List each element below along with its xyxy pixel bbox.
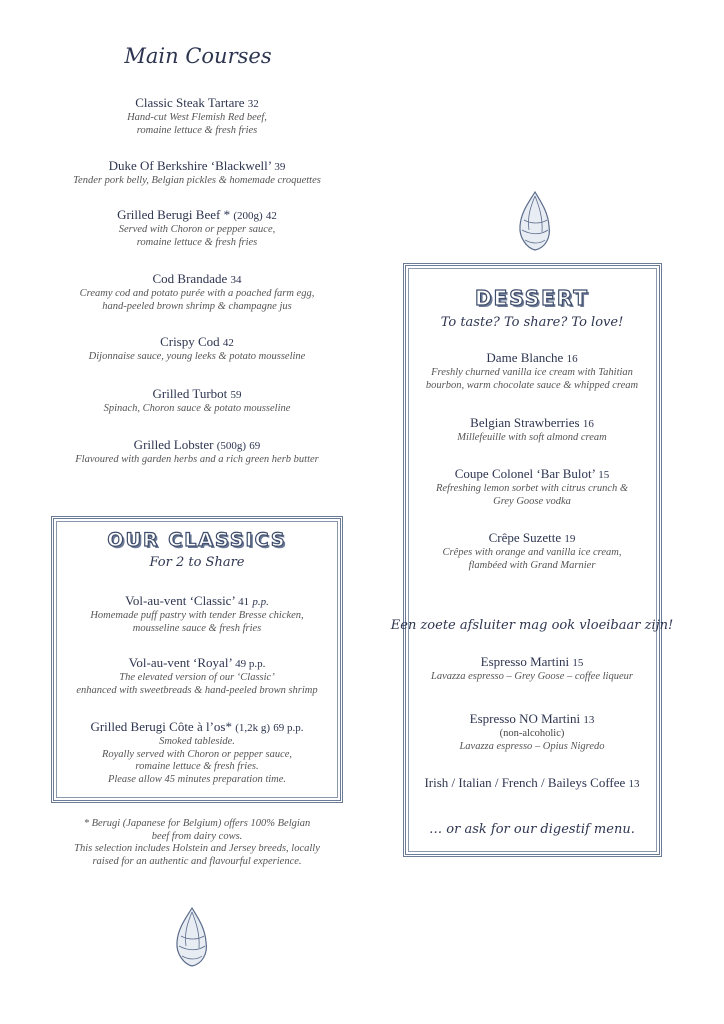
item-description: Refreshing lemon sorbet with citrus crunch & xyxy=(435,483,629,494)
item-description: Hand-cut West Flemish Red beef, xyxy=(127,112,267,123)
item-name: Cod Brandade xyxy=(152,271,228,286)
item-name: Grilled Turbot xyxy=(152,386,228,401)
item-description: Millefeuille with soft almond cream xyxy=(457,432,607,443)
item-name: Grilled Berugi Beef * xyxy=(117,207,231,222)
item-price: 69 p.p. xyxy=(273,722,304,734)
item-name: Grilled Lobster xyxy=(133,437,214,452)
main-courses-title: Main Courses xyxy=(124,44,272,68)
our-classics-heading: OUR CLASSICS xyxy=(107,529,287,551)
item-name: Grilled Berugi Côte à l’os* xyxy=(90,719,232,734)
item-name: Duke Of Berkshire ‘Blackwell’ xyxy=(108,158,272,173)
item-unit: p.p. xyxy=(252,596,269,608)
item-weight: (200g) xyxy=(233,210,263,222)
item-description: flambéed with Grand Marnier xyxy=(468,559,596,571)
item-name: Espresso Martini xyxy=(480,654,570,669)
item-name: Classic Steak Tartare xyxy=(135,95,245,110)
menu-item xyxy=(457,415,607,445)
item-name: Dame Blanche xyxy=(486,350,564,365)
item-price: 32 xyxy=(247,98,259,110)
item-description: Served with Choron or pepper sauce, xyxy=(118,224,276,235)
item-price: 34 xyxy=(230,274,242,286)
item-weight: (1,2k g) xyxy=(235,722,271,734)
menu-item xyxy=(73,158,321,188)
item-description: enhanced with sweetbreads & hand-peeled brown shrimp xyxy=(76,684,318,696)
menu-item xyxy=(76,655,317,697)
menu-item xyxy=(89,334,306,364)
item-price: 42 xyxy=(222,337,234,349)
item-note: (non-alcoholic) xyxy=(499,728,565,739)
item-description: Lavazza espresso – Opius Nigredo xyxy=(459,740,605,752)
item-description: Please allow 45 minutes preparation time. xyxy=(107,773,287,785)
dessert-subtitle: To taste? To share? To love! xyxy=(440,315,624,330)
item-price: 13 xyxy=(628,778,640,790)
item-price: 13 xyxy=(583,714,595,726)
item-description: romaine lettuce & fresh fries xyxy=(136,124,258,136)
item-name: Crispy Cod xyxy=(160,334,220,349)
menu-item xyxy=(104,386,291,416)
item-description: Grey Goose vodka xyxy=(493,495,571,507)
item-name: Vol-au-vent ‘Royal’ xyxy=(128,655,232,670)
item-description: Spinach, Choron sauce & potato mousseline xyxy=(103,403,291,414)
menu-item xyxy=(459,711,604,753)
item-price: 16 xyxy=(566,353,578,365)
menu-item xyxy=(431,654,633,684)
item-name: Coupe Colonel ‘Bar Bulot’ xyxy=(454,466,595,481)
berugi-footnote: * Berugi (Japanese for Belgium) offers 100% Belgian beef from dairy cows. This selection includes Holstein and Jersey breeds, locally raised for an authentic and flavourful experience. xyxy=(74,818,320,867)
digestif-note: … or ask for our digestif menu. xyxy=(429,822,635,837)
menu-item xyxy=(424,775,639,792)
item-description: Smoked tableside. xyxy=(159,736,235,747)
our-classics-subtitle: For 2 to Share xyxy=(149,555,245,570)
item-price: 42 xyxy=(265,210,277,222)
item-description: Freshly churned vanilla ice cream with Tahitian xyxy=(431,367,633,378)
item-description: The elevated version of our ‘Classic’ xyxy=(119,672,275,683)
item-description: Crêpes with orange and vanilla ice cream, xyxy=(442,547,622,558)
item-description: romaine lettuce & fresh fries. xyxy=(135,761,259,773)
dessert-heading: DESSERT xyxy=(475,286,589,310)
item-price: 39 xyxy=(274,161,286,173)
item-description: Lavazza espresso – Grey Goose – coffee liqueur xyxy=(431,671,633,682)
menu-item xyxy=(436,466,628,508)
item-description: Tender pork belly, Belgian pickles & homemade croquettes xyxy=(73,175,321,186)
item-description: Flavoured with garden herbs and a rich green herb butter xyxy=(75,454,319,465)
item-price: 15 xyxy=(572,657,584,669)
menu-item xyxy=(127,95,267,137)
item-description: hand-peeled brown shrimp & champagne jus xyxy=(102,300,292,312)
item-name: Crêpe Suzette xyxy=(488,530,562,545)
item-name: Vol-au-vent ‘Classic’ xyxy=(125,593,235,608)
menu-item xyxy=(90,719,303,786)
menu-item xyxy=(75,437,319,467)
item-price: 69 xyxy=(249,440,261,452)
drinks-heading: Een zoete afsluiter mag ook vloeibaar zijn! xyxy=(390,618,674,633)
item-description: mousseline sauce & fresh fries xyxy=(132,622,262,634)
menu-item xyxy=(443,530,622,572)
item-price: 41 xyxy=(238,596,250,608)
item-price: 49 p.p. xyxy=(235,658,266,670)
item-description: Creamy cod and potato purée with a poached farm egg, xyxy=(79,288,315,299)
item-name: Irish / Italian / French / Baileys Coffee xyxy=(424,775,626,790)
seashell-icon xyxy=(172,906,212,968)
item-description: Dijonnaise sauce, young leeks & potato mousseline xyxy=(88,351,306,362)
seashell-icon xyxy=(515,190,555,252)
menu-item xyxy=(90,593,303,635)
menu-item xyxy=(117,207,277,249)
item-description: bourbon, warm chocolate sauce & whipped cream xyxy=(425,379,639,391)
item-name: Belgian Strawberries xyxy=(470,415,580,430)
item-description: Royally served with Choron or pepper sauce, xyxy=(101,748,293,760)
item-name: Espresso NO Martini xyxy=(469,711,581,726)
item-description: Homemade puff pastry with tender Bresse chicken, xyxy=(90,610,304,621)
item-price: 59 xyxy=(230,389,242,401)
item-price: 19 xyxy=(564,533,576,545)
item-price: 16 xyxy=(582,418,594,430)
menu-item xyxy=(80,271,315,313)
item-description: romaine lettuce & fresh fries xyxy=(136,236,258,248)
item-weight: (500g) xyxy=(216,440,247,452)
item-price: 15 xyxy=(598,469,610,481)
menu-item xyxy=(426,350,638,392)
